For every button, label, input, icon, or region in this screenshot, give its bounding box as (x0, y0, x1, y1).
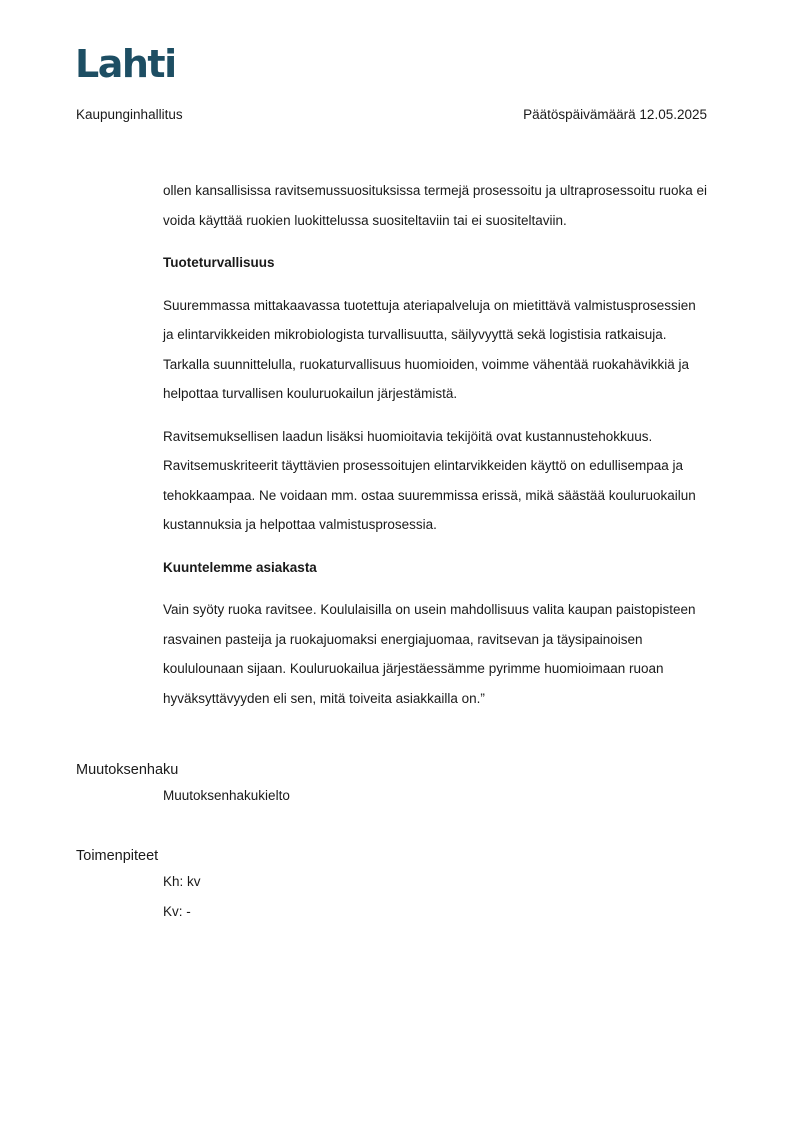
paragraph: ollen kansallisissa ravitsemussuosituksissa termejä prosessoitu ja ultraprosessoitu ruoka ei voida käyttää ruokien luokittelussa suositeltaviin tai ei suositeltaviin. (163, 183, 707, 228)
appeal-value: Muutoksenhakukielto (163, 788, 290, 803)
section-heading-kuuntelemme: Kuuntelemme asiakasta (163, 559, 317, 575)
organization-name: Kaupunginhallitus (76, 107, 183, 122)
paragraph: Vain syöty ruoka ravitsee. Koululaisilla on usein mahdollisuus valita kaupan paistopisteen rasvainen pasteija ja ruokajuomaksi energiajuomaa, ravitsevan ja täysipainoisen koululounaan sijaan. Kouluruokailua järjestäessämme pyrimme huomioimaan ruoan hyväksyttävyyden eli sen, mitä toiveita asiakkailla on.” (163, 602, 696, 706)
action-item: Kv: - (163, 904, 191, 919)
lahti-logo: Lahti (75, 42, 176, 86)
section-heading-tuoteturvallisuus: Tuoteturvallisuus (163, 255, 275, 270)
actions-title: Toimenpiteet (76, 848, 159, 864)
document-body (163, 176, 708, 726)
appeal-title: Muutoksenhaku (76, 762, 179, 778)
action-item: Kh: kv (163, 874, 201, 889)
decision-date: Päätöspäivämäärä 12.05.2025 (523, 107, 707, 122)
paragraph: Suuremmassa mittakaavassa tuotettuja ateriapalveluja on mietittävä valmistusprosessien ja elintarvikkeiden mikrobiologista turvallisuutta, säilyvyyttä sekä logistisia ratkaisuja. Tarkalla suunnittelulla, ruokaturvallisuus huomioiden, voimme vähentää ruokahävikkiä ja helpottaa turvallisen kouluruokailun järjestämistä. (163, 297, 696, 401)
paragraph: Ravitsemuksellisen laadun lisäksi huomioitavia tekijöitä ovat kustannustehokkuus. Ravitsemuskriteerit täyttävien prosessoitujen elintarvikkeiden käyttö on edullisempaa ja tehokkaampaa. Ne voidaan mm. ostaa suuremmissa erissä, mikä säästää kouluruokailun kustannuksia ja helpottaa valmistusprosessia. (163, 428, 696, 532)
